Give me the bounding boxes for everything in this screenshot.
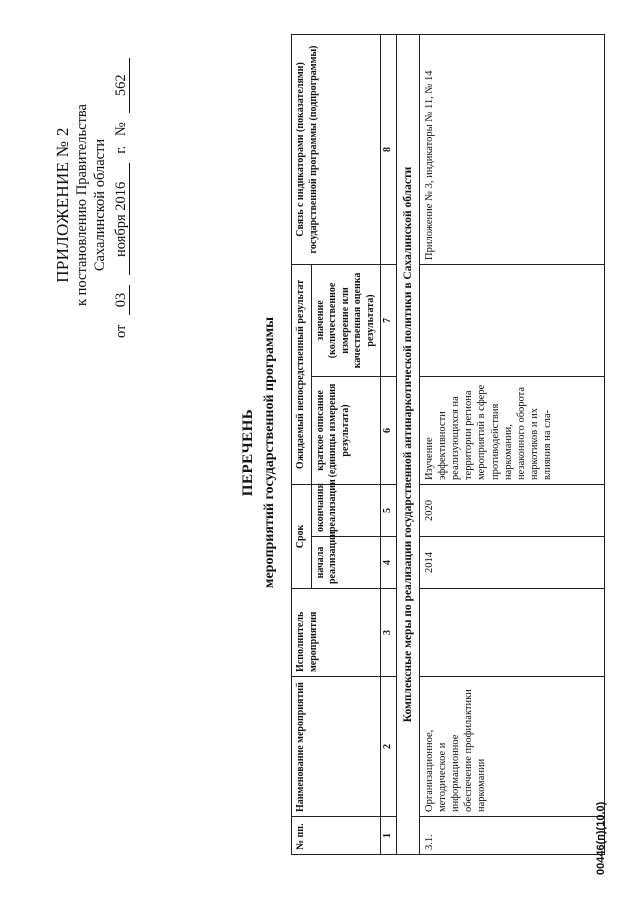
document-title: ПЕРЕЧЕНЬ <box>240 408 256 497</box>
row-link: Приложение № 3, индикаторы № 11, № 14 <box>419 34 604 264</box>
decree-day: 03 <box>114 285 131 315</box>
col-header-result-short: краткое описание (единицы измерения результата) <box>311 376 381 484</box>
decree-reference-line-2: Сахалинской области <box>92 138 109 272</box>
decree-date-number-line <box>112 50 131 360</box>
column-number: 2 <box>381 677 397 817</box>
row-executor <box>419 589 604 677</box>
appendix-title: ПРИЛОЖЕНИЕ № 2 <box>53 127 72 283</box>
row-name: Организационное, методическое и информационное обеспечение профилактики наркомании <box>419 677 604 817</box>
row-result-short: Изучение эффективности реализующихся на территории региона мероприятий в сфере противодействия наркомании, незаконного оборота наркотиков и их влияния на сла- <box>419 376 604 484</box>
row-end-year: 2020 <box>419 484 604 536</box>
document-subtitle: мероприятий государственной программы <box>262 316 277 589</box>
table-row <box>419 34 604 854</box>
row-num: 3.1. <box>419 817 604 855</box>
column-number: 1 <box>381 817 397 855</box>
column-number-row <box>381 34 397 854</box>
col-header-term: Срок <box>292 484 312 588</box>
col-header-executor: Исполнитель мероприятия <box>292 589 381 677</box>
col-header-term-start: начала реализации <box>311 537 381 589</box>
decree-reference-line-1: к постановлению Правительства <box>74 104 91 306</box>
col-header-link: Связь с индикаторами (показателями) государственной программы (подпрограммы) <box>292 34 381 264</box>
column-number: 6 <box>381 376 397 484</box>
column-number: 4 <box>381 537 397 589</box>
section-row <box>396 34 419 854</box>
column-number: 8 <box>381 34 397 264</box>
row-start-year: 2014 <box>419 537 604 589</box>
document-code: 00446(п)(10.0) <box>595 801 607 875</box>
col-header-num: № пп. <box>292 817 381 855</box>
decree-number: 562 <box>114 58 131 113</box>
col-header-name: Наименование мероприятий <box>292 677 381 817</box>
row-result-value <box>419 264 604 376</box>
date-prefix: от <box>112 324 129 338</box>
decree-month-year: ноября 2016 <box>114 163 131 275</box>
col-header-term-end: окончания реализации <box>311 484 381 536</box>
appendix-header <box>52 50 130 360</box>
header-row-1 <box>292 34 312 854</box>
col-header-result-value: значение (количественное измерение или качественная оценка результата) <box>311 264 381 376</box>
section-title: Комплексные меры по реализации государственной антинаркотической политики в Сахалинской области <box>396 34 419 854</box>
column-number: 5 <box>381 484 397 536</box>
measures-table-container <box>291 35 605 855</box>
measures-table <box>291 34 605 855</box>
number-prefix: № <box>112 122 129 137</box>
column-number: 7 <box>381 264 397 376</box>
col-header-result: Ожидаемый непосредственный результат <box>292 264 312 484</box>
year-suffix: г. <box>112 145 129 154</box>
column-number: 3 <box>381 589 397 677</box>
